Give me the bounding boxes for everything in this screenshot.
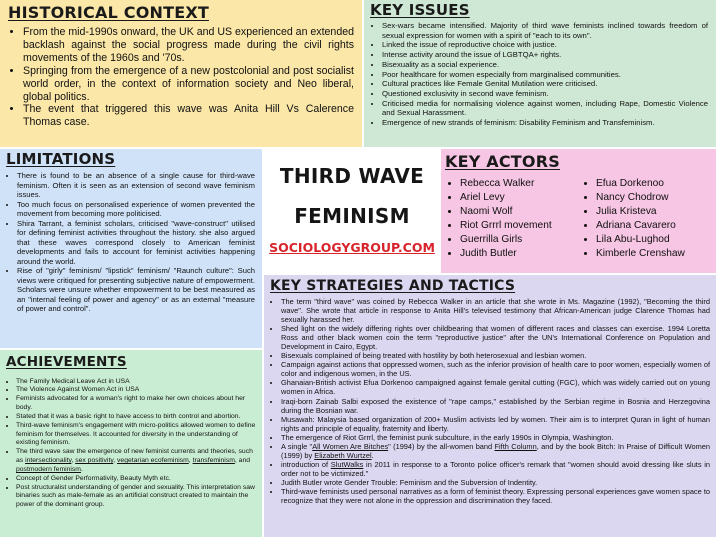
slutwalks-link[interactable]: SlutWalks <box>330 459 364 469</box>
list-item: • Lila Abu-Lughod <box>596 233 706 247</box>
limitations-list <box>6 171 255 314</box>
list-item: • Rise of "girly" feminism/ "lipstick" feminism/ "Raunch culture": Such views were critiqued for presenting subjective nature of empowerment. Scholars were unsure whether empowerment to be best measured as an "internal feeling of power and agency" or as an external "measure of power and control". <box>17 266 255 314</box>
key-actors-panel <box>441 149 716 273</box>
text: , and by the book Bitch: In Praise of Difficult Women (1999) by <box>281 441 710 460</box>
key-issues-heading: KEY ISSUES <box>370 1 470 19</box>
list-item: • Rebecca Walker <box>460 177 581 191</box>
site-link[interactable]: SOCIOLOGYGROUP.COM <box>269 240 435 255</box>
list-item: • Musawah: Malaysia based organization of 200+ Muslim activists led by women. Their aim is to interpret Quran in light of human rights and principle of equality, fraternity and liberty. <box>281 415 710 433</box>
achievements-list <box>6 378 256 511</box>
list-item: • Bisexuals complained of being treated with hostility by both heterosexual and lesbian women. <box>281 351 710 360</box>
key-actors-columns <box>445 177 706 262</box>
text: introduction of <box>281 459 331 469</box>
key-strategies-list <box>270 297 710 505</box>
list-item: • Cultural practices like Female Genital Mutilation were criticised. <box>382 79 708 89</box>
key-issues-list <box>370 21 708 128</box>
historical-context-list <box>8 26 354 129</box>
list-item: • From the mid-1990s onward, the UK and US experienced an extended backlash against the social progress made during the civil rights movements of the 1960s and '70s. <box>23 26 354 65</box>
list-item: • There is found to be an absence of a single cause for third-wave feminism. Often it is seen as an extension of second wave feminism issues. <box>17 171 255 200</box>
text: A single " <box>281 441 313 451</box>
list-item: • Efua Dorkenoo <box>596 177 706 191</box>
song-link[interactable]: All Women Are Bitches <box>312 441 389 451</box>
intersectionality-link[interactable]: intersectionality <box>25 457 72 465</box>
list-item <box>281 460 710 478</box>
list-item: • Julia Kristeva <box>596 205 706 219</box>
text: . <box>80 465 83 473</box>
list-item: • Shira Tarrant, a feminist scholars, criticised "wave-construct" utilised for defining feminist activities throughout the history. she also argued that these waves correspond closely to American feminist developments and fails to account for feminist activities happening around the world. <box>17 219 255 267</box>
key-actors-heading: KEY ACTORS <box>445 152 560 171</box>
title-panel <box>264 149 440 273</box>
text: , <box>113 457 118 465</box>
list-item: • Linked the issue of reproductive choice with justice. <box>382 40 708 50</box>
list-item: • Naomi Wolf <box>460 205 581 219</box>
text: in 2011 in response to a Toronto police officer's remark that "women should avoid dressing like sluts in order not to be victimized." <box>281 459 710 478</box>
key-strategies-heading: KEY STRATEGIES AND TACTICS <box>270 278 516 294</box>
key-strategies-panel <box>264 275 716 537</box>
list-item: • Guerrilla Girls <box>460 233 581 247</box>
page-title-line1: THIRD WAVE <box>279 164 425 188</box>
key-issues-panel <box>364 0 716 147</box>
text: , <box>71 457 76 465</box>
list-item: • Ghanaian-British activist Efua Dorkenoo campaigned against female genital cutting (FGC), which was widely carried out on young women in Africa. <box>281 378 710 396</box>
list-item: • Post structuralist understanding of gender and sexuality. This interpretation saw binaries such as male-female as an artificial construct created to maintain the power of the dominant group. <box>16 484 256 511</box>
list-item: • Judith Butler <box>460 247 581 261</box>
postmodern-feminism-link[interactable]: postmodern feminism <box>16 465 81 473</box>
list-item: • Poor healthcare for women especially from marginalised communities. <box>382 70 708 80</box>
transfeminism-link[interactable]: transfeminism <box>192 457 235 465</box>
key-actors-column-2 <box>581 177 706 262</box>
list-item: • Adriana Cavarero <box>596 219 706 233</box>
list-item: • Intense activity around the issue of LGBTQA+ rights. <box>382 50 708 60</box>
text: , <box>188 457 193 465</box>
list-item: • Springing from the emergence of a new postcolonial and post socialist world order, in the context of information society and Neo liberal, global politics. <box>23 65 354 104</box>
band-link[interactable]: Fifth Column <box>494 441 537 451</box>
historical-context-panel <box>0 0 362 147</box>
list-item: • Kimberle Crenshaw <box>596 247 706 261</box>
list-item: • Stated that it was a basic right to have access to birth control and abortion. <box>16 413 256 422</box>
list-item: • Campaign against actions that oppressed women, such as the inferior provision of health care to poor women, especially women of color and indigenous women, in the US. <box>281 360 710 378</box>
limitations-heading: LIMITATIONS <box>6 150 116 168</box>
list-item: • Emergence of new strands of feminism: Disability Feminism and Transfeminism. <box>382 118 708 128</box>
list-item: • Judith Butler wrote Gender Trouble: Feminism and the Subversion of Indentity. <box>281 478 710 487</box>
text: The third wave saw the emergence of new feminist currents and theories, such as <box>16 448 253 465</box>
list-item: • The event that triggered this wave was Anita Hill Vs Calerence Thomas case. <box>23 103 354 129</box>
list-item: • Third-wave feminism's engagement with micro-politics allowed women to define feminism for themselves. It accounted for diversity in the understanding of existing feminism. <box>16 422 256 449</box>
list-item: • Riot Grrrl movement <box>460 219 581 233</box>
list-item: • Concept of Gender Performativity, Beauty Myth etc. <box>16 475 256 484</box>
text: , and <box>234 457 251 465</box>
page-title-line2: FEMINISM <box>294 204 410 228</box>
text: " (1994) by the all-women band <box>388 441 495 451</box>
list-item: • The term "third wave" was coined by Rebecca Walker in an article that she wrote in Ms. Magazine (1992), "Becoming the third wave". She wrote that article in response to Anita Hill's televised testimony that African-American judge Clarence Thomas had sexually harassed her. <box>281 297 710 324</box>
list-item: • Iraqi-born Zainab Salbi exposed the existence of "rape camps," established by the Serbian regime in Bosnia and Herzegovina during the Bosnian war. <box>281 397 710 415</box>
list-item: • Shed light on the widely differing rights over childbearing that women of different races and classes can exercise. 1994 Loretta Ross and other black women coin the term "reproductive justice" after the UN's International Conference on Population and Development in Cairo, Egypt. <box>281 324 710 351</box>
list-item: • Questioned exclusivity in second wave feminism. <box>382 89 708 99</box>
text: . <box>371 450 374 460</box>
sex-positivity-link[interactable]: sex positivity <box>75 457 114 465</box>
list-item <box>281 442 710 460</box>
achievements-heading: ACHIEVEMENTS <box>6 354 127 370</box>
list-item: • The Violence Against Women Act in USA <box>16 386 256 395</box>
list-item: • Feminists advocated for a woman's right to make her own choices about her body. <box>16 395 256 413</box>
list-item: • Criticised media for normalising violence against women, including Rape, Domestic Violence and Sexual Harassment. <box>382 99 708 118</box>
historical-context-heading: HISTORICAL CONTEXT <box>8 3 209 22</box>
key-actors-column-1 <box>445 177 581 262</box>
vegetarian-ecofeminism-link[interactable]: vegetarian ecofeminism <box>117 457 189 465</box>
list-item: • Too much focus on personalised experience of women prevented the movement from becoming more politicised. <box>17 200 255 219</box>
list-item: • Ariel Levy <box>460 191 581 205</box>
achievements-panel <box>0 350 262 537</box>
list-item <box>16 448 256 475</box>
author-link[interactable]: Elizabeth Wurtzel <box>314 450 372 460</box>
list-item: • Third-wave feminists used personal narratives as a form of feminist theory. Expressing personal experiences gave women space to recognize that they were not alone in the oppression and discrimination they faced. <box>281 487 710 505</box>
list-item: • The emergence of Riot Grrrl, the feminist punk subculture, in the early 1990s in Olympia, Washington. <box>281 433 710 442</box>
list-item: • Bisexuality as a social experience. <box>382 60 708 70</box>
list-item: • Sex-wars became intensified. Majority of third wave feminists inclined towards freedom of sexual expression for women with a spirit of "each to its own". <box>382 21 708 40</box>
list-item: • The Family Medical Leave Act in USA <box>16 378 256 387</box>
list-item: • Nancy Chodrow <box>596 191 706 205</box>
limitations-panel <box>0 149 262 348</box>
